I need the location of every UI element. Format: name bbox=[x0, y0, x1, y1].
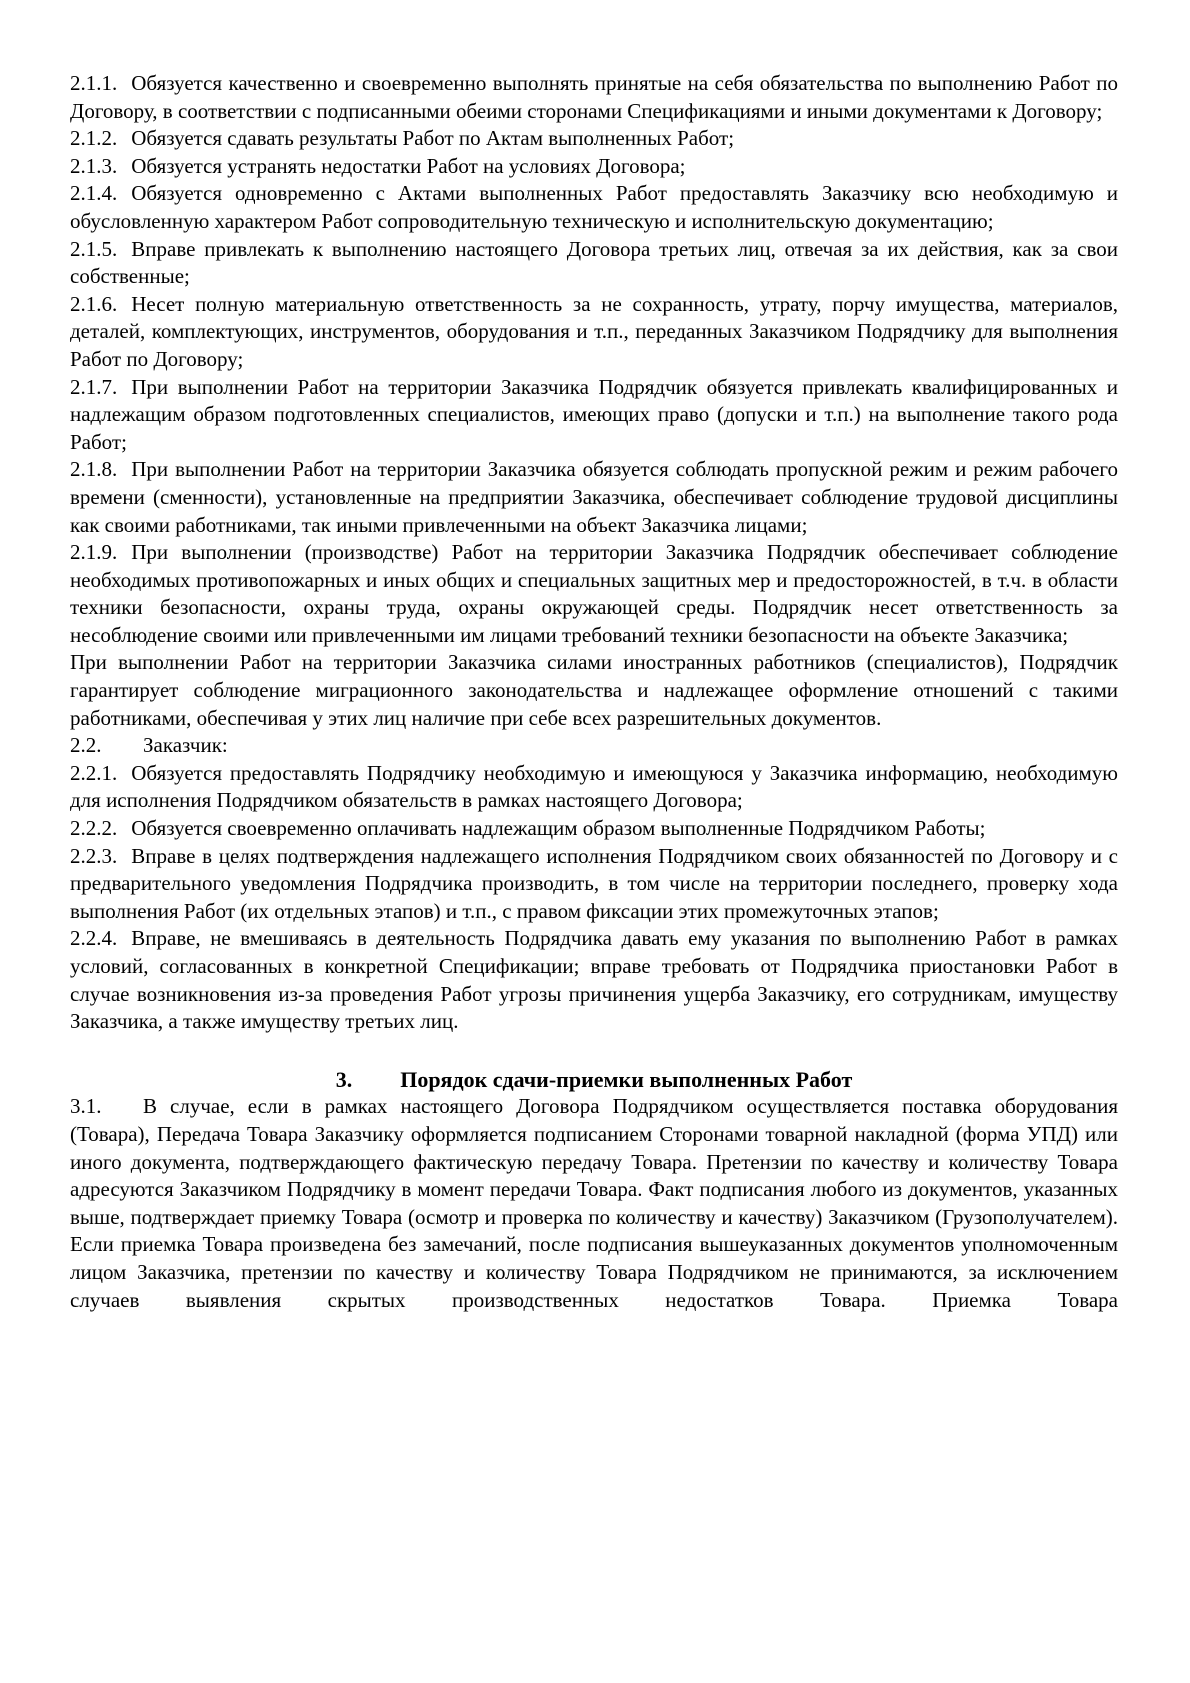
clause-2-2-3 bbox=[70, 843, 1118, 926]
clause-number: 2.1.4. bbox=[70, 181, 118, 206]
section-3-heading bbox=[70, 1066, 1118, 1094]
clause-2-1-1 bbox=[70, 70, 1118, 125]
clause-text: Несет полную материальную ответственность за не сохранность, утрату, порчу имущества, материалов, деталей, комплектующих, инструментов, оборудования и т.п., переданных Заказчиком Подрядчику для выполнения Работ по Договору; bbox=[70, 291, 1118, 371]
clause-2-2-2 bbox=[70, 815, 1118, 843]
clause-2-1-8 bbox=[70, 456, 1118, 539]
migration-note-paragraph bbox=[70, 649, 1118, 732]
clause-text: Обязуется качественно и своевременно выполнять принятые на себя обязательства по выполнению Работ по Договору, в соответствии с подписанными обеими сторонами Спецификациями и иными документами к Договору; bbox=[70, 71, 1118, 123]
clause-number: 2.1.9. bbox=[70, 540, 118, 565]
clause-text: Обязуется одновременно с Актами выполненных Работ предоставлять Заказчику всю необходимую и обусловленную характером Работ сопроводительную техническую и исполнительскую документацию; bbox=[70, 181, 1118, 233]
clause-text: Обязуется сдавать результаты Работ по Актам выполненных Работ; bbox=[131, 126, 735, 151]
clause-2-2 bbox=[70, 732, 1118, 760]
clause-text: При выполнении (производстве) Работ на территории Заказчика Подрядчик обеспечивает соблюдение необходимых противопожарных и иных общих и специальных защитных мер и предосторожностей, в т.ч. в области техники безопасности, охраны труда, охраны окружающей среды. Подрядчик несет ответственность за несоблюдение своими или привлеченными им лицами требований техники безопасности на объекте Заказчика; bbox=[70, 540, 1118, 647]
clause-2-1-3 bbox=[70, 153, 1118, 181]
clause-number: 2.1.5. bbox=[70, 236, 118, 261]
clause-number: 2.2.4. bbox=[70, 926, 118, 951]
clause-text: Вправе, не вмешиваясь в деятельность Подрядчика давать ему указания по выполнению Работ в рамках условий, согласованных в конкретной Спецификации; вправе требовать от Подрядчика приостановки Работ в случае возникновения из-за проведения Работ угрозы причинения ущерба Заказчику, его сотрудникам, имуществу Заказчика, а также имуществу третьих лиц. bbox=[70, 926, 1118, 1034]
clause-number: 2.1.3. bbox=[70, 153, 118, 178]
clause-3-1 bbox=[70, 1093, 1118, 1314]
clause-2-1-9 bbox=[70, 539, 1118, 649]
clause-text: Обязуется своевременно оплачивать надлежащим образом выполненные Подрядчиком Работы; bbox=[131, 816, 986, 841]
clause-2-1-5 bbox=[70, 236, 1118, 291]
clause-2-1-4 bbox=[70, 180, 1118, 235]
clause-text: Обязуется устранять недостатки Работ на условиях Договора; bbox=[131, 153, 686, 178]
clause-text: Обязуется предоставлять Подрядчику необходимую и имеющуюся у Заказчика информацию, необходимую для исполнения Подрядчиком обязательств в рамках настоящего Договора; bbox=[70, 760, 1118, 813]
clause-number: 2.1.7. bbox=[70, 374, 118, 399]
clause-number: 2.2.1. bbox=[70, 760, 118, 785]
section-title: Порядок сдачи-приемки выполненных Работ bbox=[400, 1066, 853, 1092]
clause-2-2-1 bbox=[70, 760, 1118, 815]
clause-2-1-2 bbox=[70, 125, 1118, 153]
clause-text: При выполнении Работ на территории Заказчика обязуется соблюдать пропускной режим и режим рабочего времени (сменности), установленные на предприятии Заказчика, обеспечивает соблюдение трудовой дисциплины как своими работниками, так иными привлеченными на объект Заказчика лицами; bbox=[70, 457, 1118, 537]
clause-number: 2.1.8. bbox=[70, 457, 118, 482]
clause-number: 3.1. bbox=[70, 1094, 102, 1119]
clause-text: Заказчик: bbox=[143, 733, 228, 758]
clause-text: Вправе привлекать к выполнению настоящего Договора третьих лиц, отвечая за их действия, как за свои собственные; bbox=[70, 236, 1118, 289]
clause-2-1-7 bbox=[70, 374, 1118, 457]
clause-text: Вправе в целях подтверждения надлежащего исполнения Подрядчиком своих обязанностей по Договору и с предварительного уведомления Подрядчика производить, в том числе на территории последнего, проверку хода выполнения Работ (их отдельных этапов) и т.п., с правом фиксации этих промежуточных этапов; bbox=[70, 843, 1118, 923]
clause-number: 2.1.2. bbox=[70, 126, 118, 151]
clause-text: При выполнении Работ на территории Заказчика силами иностранных работников (специалистов), Подрядчик гарантирует соблюдение миграционного законодательства и надлежащее оформление отношений с такими работниками, обеспечивая у этих лиц наличие при себе всех разрешительных документов. bbox=[70, 650, 1118, 730]
clause-number: 2.2. bbox=[70, 733, 102, 758]
clause-2-2-4 bbox=[70, 925, 1118, 1035]
section-number: 3. bbox=[335, 1066, 353, 1092]
clause-text: В случае, если в рамках настоящего Договора Подрядчиком осуществляется поставка оборудования (Товара), Передача Товара Заказчику оформляется подписанием Сторонами товарной накладной (форма УПД) или иного документа, подтверждающего фактическую передачу Товара. Претензии по качеству и количеству Товара адресуются Заказчиком Подрядчику в момент передачи Товара. Факт подписания любого из документов, указанных выше, подтверждает приемку Товара (осмотр и проверка по количеству и качеству) Заказчиком (Грузополучателем). Если приемка Товара произведена без замечаний, после подписания вышеуказанных документов уполномоченным лицом Заказчика, претензии по качеству и количеству Товара Подрядчиком не принимаются, за исключением случаев выявления скрытых производственных недостатков Товара. Приемка Товара bbox=[70, 1094, 1118, 1312]
clause-number: 2.1.6. bbox=[70, 291, 118, 316]
clause-number: 2.2.2. bbox=[70, 816, 118, 841]
clause-2-1-6 bbox=[70, 291, 1118, 374]
clause-text: При выполнении Работ на территории Заказчика Подрядчик обязуется привлекать квалифицированных и надлежащим образом подготовленных специалистов, имеющих право (допуски и т.п.) на выполнение такого рода Работ; bbox=[70, 374, 1118, 454]
clause-number: 2.1.1. bbox=[70, 71, 118, 95]
clause-number: 2.2.3. bbox=[70, 843, 118, 868]
